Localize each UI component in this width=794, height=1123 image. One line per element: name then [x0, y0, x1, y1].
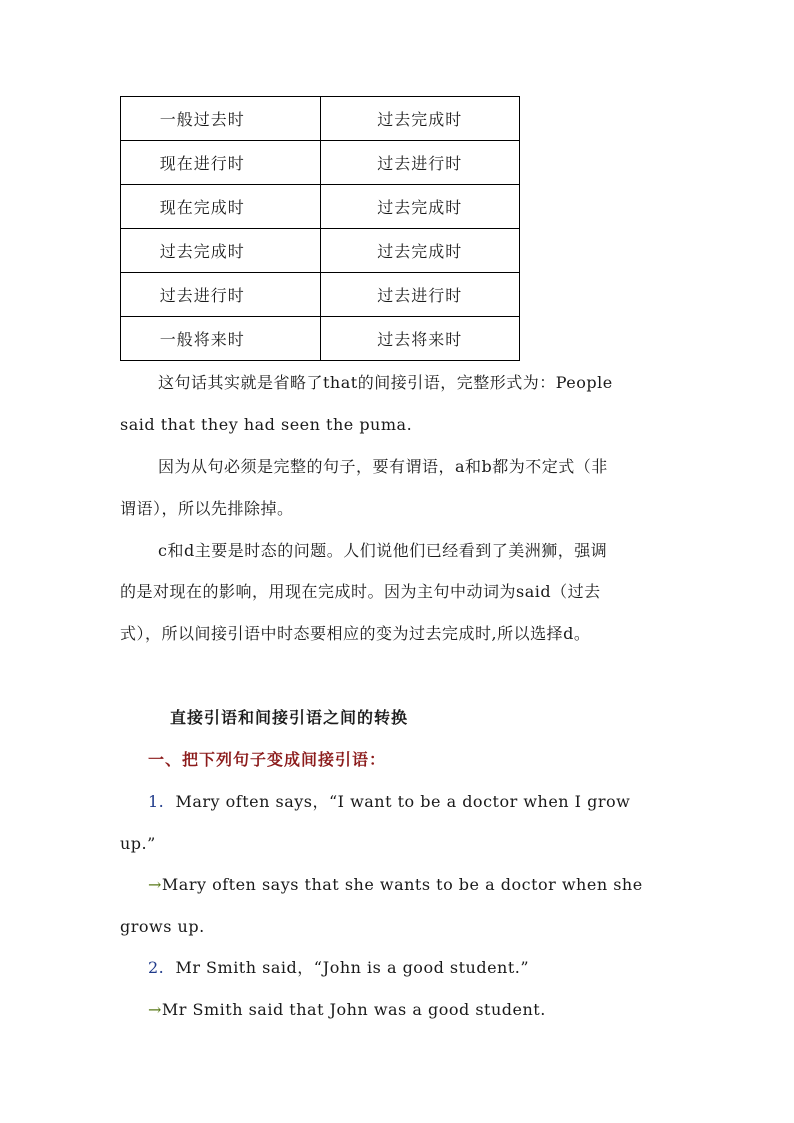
tense-table-body: [121, 97, 520, 361]
exercise-2-question-line1: [148, 956, 708, 980]
exercise-1-answer-line2: grows up.: [120, 917, 205, 936]
direct-speech-tense-cell: 过去完成时: [121, 229, 321, 273]
indirect-speech-tense-cell: 过去完成时: [320, 229, 520, 273]
explanation-p3-line2: 的是对现在的影响，用现在完成时。因为主句中动词为said（过去: [120, 582, 601, 601]
indirect-speech-tense-cell: 过去进行时: [320, 273, 520, 317]
exercise-1-question-line2: up.”: [120, 834, 156, 853]
table-row: [121, 141, 520, 185]
exercise-2-answer-line1: [148, 998, 708, 1022]
table-row: [121, 229, 520, 273]
section-title: 直接引语和间接引语之间的转换: [170, 708, 409, 727]
explanation-p2-line2: 谓语），所以先排除掉。: [120, 499, 294, 518]
exercise-1-answer-line1: [148, 873, 708, 897]
table-row: [121, 273, 520, 317]
table-row: [121, 317, 520, 361]
table-row: [121, 97, 520, 141]
tense-conversion-table: [120, 96, 520, 361]
arrow-icon: →: [148, 1000, 162, 1019]
exercise-1-question-line1: [148, 790, 708, 814]
explanation-p3-line1: c和d主要是时态的问题。人们说他们已经看到了美洲狮，强调: [158, 541, 608, 560]
explanation-p3-line3: 式），所以间接引语中时态要相应的变为过去完成时,所以选择d。: [120, 624, 591, 643]
exercise-1-question-text: Mary often says，“I want to be a doctor when I grow: [175, 792, 631, 811]
arrow-icon: →: [148, 875, 162, 894]
direct-speech-tense-cell: 过去进行时: [121, 273, 321, 317]
section-subtitle: 一、把下列句子变成间接引语：: [148, 750, 387, 769]
table-row: [121, 185, 520, 229]
exercise-1-answer-text: Mary often says that she wants to be a doctor when she: [161, 875, 643, 894]
direct-speech-tense-cell: 现在完成时: [121, 185, 321, 229]
exercise-1-number: 1.: [148, 792, 165, 811]
direct-speech-tense-cell: 现在进行时: [121, 141, 321, 185]
exercise-2-answer-text: Mr Smith said that John was a good student.: [161, 1000, 546, 1019]
indirect-speech-tense-cell: 过去将来时: [320, 317, 520, 361]
direct-speech-tense-cell: 一般将来时: [121, 317, 321, 361]
exercise-2-question-text: Mr Smith said，“John is a good student.”: [175, 958, 530, 977]
explanation-p1-line2: said that they had seen the puma.: [120, 415, 413, 434]
indirect-speech-tense-cell: 过去完成时: [320, 97, 520, 141]
explanation-p2-line1: 因为从句必须是完整的句子，要有谓语，a和b都为不定式（非: [158, 457, 608, 476]
exercise-2-number: 2.: [148, 958, 165, 977]
direct-speech-tense-cell: 一般过去时: [121, 97, 321, 141]
indirect-speech-tense-cell: 过去完成时: [320, 185, 520, 229]
indirect-speech-tense-cell: 过去进行时: [320, 141, 520, 185]
explanation-p1-line1: 这句话其实就是省略了that的间接引语，完整形式为：People: [158, 373, 613, 392]
